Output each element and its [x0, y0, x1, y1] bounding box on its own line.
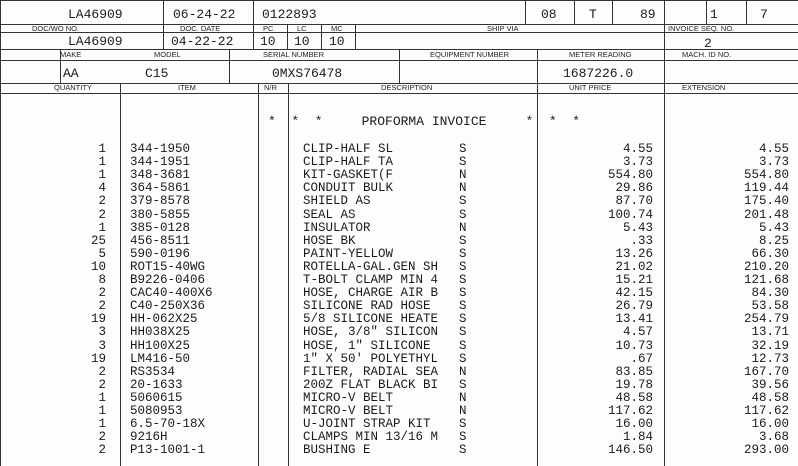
item-quantity: 2: [98, 299, 106, 313]
item-extension: 3.68: [758, 430, 789, 444]
item-nr-code: N: [459, 181, 467, 195]
item-unit-price: 5.43: [622, 221, 653, 235]
extension-header: EXTENSION: [682, 83, 726, 92]
item-description: HOSE BK: [303, 234, 356, 248]
customer-no-value: 0122893: [262, 7, 317, 22]
item-number: 385-0128: [130, 221, 191, 235]
item-nr-code: N: [459, 168, 467, 182]
item-description: INSULATOR: [303, 221, 371, 235]
item-nr-code: S: [459, 299, 467, 313]
item-description: HOSE, 1" SILICONE: [303, 339, 431, 353]
quantity-header: QUANTITY: [54, 83, 92, 92]
item-number: B9226-0406: [130, 273, 206, 287]
invoice-seq-value: 2: [704, 36, 712, 51]
ship-via-label: SHIP VIA: [487, 24, 519, 33]
item-description: MICRO-V BELT: [303, 391, 394, 405]
item-description: PAINT-YELLOW: [303, 247, 394, 261]
rule-top: [0, 0, 798, 1]
rule-col-unit: [664, 83, 665, 466]
item-quantity: 1: [98, 221, 106, 235]
doc-date-label: DOC. DATE: [180, 24, 221, 33]
item-extension: 210.20: [743, 260, 789, 274]
item-nr-code: S: [459, 208, 467, 222]
item-extension: 4.55: [758, 142, 789, 156]
lc-label: LC: [297, 24, 307, 33]
mc-value: 10: [329, 34, 345, 49]
item-description: CLIP-HALF TA: [303, 155, 394, 169]
item-nr-code: S: [459, 155, 467, 169]
item-number: HH100X25: [130, 339, 191, 353]
rule-col-nr: [288, 83, 289, 466]
item-quantity: 1: [98, 404, 106, 418]
item-description: 5/8 SILICONE HEATE: [303, 312, 439, 326]
item-quantity: 3: [98, 339, 106, 353]
salesman-value: 89: [640, 7, 656, 22]
mc-label: MC: [331, 24, 343, 33]
item-number: 380-5855: [130, 208, 191, 222]
item-nr-code: S: [459, 247, 467, 261]
meter-reading-label: METER READING: [569, 50, 632, 59]
item-unit-price: 146.50: [607, 443, 653, 457]
item-quantity: 1: [98, 417, 106, 431]
item-number: ROT15-40WG: [130, 260, 206, 274]
item-extension: 117.62: [743, 404, 789, 418]
item-unit-price: 10.73: [615, 339, 653, 353]
item-extension: 121.68: [743, 273, 789, 287]
pc-value: 10: [260, 34, 276, 49]
nr-header: N/R: [264, 83, 277, 92]
rule-v: [706, 0, 707, 24]
item-nr-code: N: [459, 365, 467, 379]
item-extension: 119.44: [743, 181, 789, 195]
item-number: 5060615: [130, 391, 183, 405]
item-extension: 5.43: [758, 221, 789, 235]
item-number: LM416-50: [130, 352, 191, 366]
item-unit-price: 100.74: [607, 208, 653, 222]
item-unit-price: 15.21: [615, 273, 653, 287]
item-nr-code: N: [459, 391, 467, 405]
item-description: MICRO-V BELT: [303, 404, 394, 418]
item-quantity: 19: [90, 352, 106, 366]
item-nr-code: S: [459, 273, 467, 287]
mach-id-label: MACH. ID NO.: [682, 50, 732, 59]
item-unit-price: 19.78: [615, 378, 653, 392]
make-value: AA: [63, 66, 79, 81]
item-number: CAC40-400X6: [130, 286, 213, 300]
item-unit-price: .33: [630, 234, 653, 248]
item-nr-code: S: [459, 286, 467, 300]
item-quantity: 3: [98, 325, 106, 339]
item-extension: 66.30: [751, 247, 789, 261]
item-number: 590-0196: [130, 247, 191, 261]
item-description: ROTELLA-GAL.GEN SH: [303, 260, 439, 274]
rule-v: [287, 24, 288, 49]
rule-v: [229, 49, 230, 83]
item-nr-code: S: [459, 312, 467, 326]
item-description: U-JOINT STRAP KIT: [303, 417, 431, 431]
item-number: 344-1950: [130, 142, 191, 156]
item-description: CLIP-HALF SL: [303, 142, 394, 156]
rule-v: [355, 24, 356, 49]
item-unit-price: 16.00: [615, 417, 653, 431]
rule-v: [664, 49, 665, 83]
item-nr-code: S: [459, 378, 467, 392]
item-description: HOSE, 3/8" SILICON: [303, 325, 439, 339]
item-extension: 167.70: [743, 365, 789, 379]
doc-wo-no-value: LA46909: [68, 34, 123, 49]
proforma-invoice-banner: * * * PROFORMA INVOICE * * *: [268, 114, 581, 129]
rule-v: [525, 0, 526, 24]
rule-v: [746, 0, 747, 24]
item-unit-price: 29.86: [615, 181, 653, 195]
item-extension: 16.00: [751, 417, 789, 431]
rule-v: [253, 0, 254, 49]
item-quantity: 4: [98, 181, 106, 195]
item-description: SILICONE RAD HOSE: [303, 299, 431, 313]
item-unit-price: 13.41: [615, 312, 653, 326]
lc-value: 10: [294, 34, 310, 49]
item-extension: 13.71: [751, 325, 789, 339]
item-number: HH038X25: [130, 325, 191, 339]
item-description: CONDUIT BULK: [303, 181, 394, 195]
serial-number-value: 0MXS76478: [272, 66, 343, 81]
item-nr-code: S: [459, 339, 467, 353]
item-nr-code: S: [459, 142, 467, 156]
equipment-number-label: EQUIPMENT NUMBER: [430, 50, 510, 59]
description-header: DESCRIPTION: [381, 83, 433, 92]
item-unit-price: 21.02: [615, 260, 653, 274]
item-quantity: 2: [98, 443, 106, 457]
item-extension: 201.48: [743, 208, 789, 222]
item-extension: 39.56: [751, 378, 789, 392]
unit-price-header: UNIT PRICE: [569, 83, 612, 92]
item-unit-price: 1.84: [622, 430, 653, 444]
item-number: 6.5-70-18X: [130, 417, 206, 431]
item-extension: 53.58: [751, 299, 789, 313]
item-nr-code: S: [459, 325, 467, 339]
item-quantity: 2: [98, 378, 106, 392]
invoice-seq-label: INVOICE SEQ. NO.: [668, 24, 735, 33]
item-number: 379-8578: [130, 194, 191, 208]
item-quantity: 25: [90, 234, 106, 248]
item-description: SEAL AS: [303, 208, 356, 222]
item-quantity: 19: [90, 312, 106, 326]
item-unit-price: 3.73: [622, 155, 653, 169]
rule-col-qty: [120, 83, 121, 466]
rule-v: [664, 0, 665, 49]
item-nr-code: S: [459, 194, 467, 208]
item-quantity: 5: [98, 247, 106, 261]
item-unit-price: 48.58: [615, 391, 653, 405]
item-extension: 3.73: [758, 155, 789, 169]
item-extension: 175.40: [743, 194, 789, 208]
item-quantity: 1: [98, 155, 106, 169]
item-description: BUSHING E: [303, 443, 371, 457]
item-quantity: 2: [98, 208, 106, 222]
item-extension: 84.30: [751, 286, 789, 300]
invoice-date-value: 06-24-22: [173, 7, 236, 22]
serial-number-label: SERIAL NUMBER: [263, 50, 324, 59]
item-unit-price: 83.85: [615, 365, 653, 379]
div-value: T: [589, 7, 597, 22]
item-number: C40-250X36: [130, 299, 206, 313]
item-nr-code: S: [459, 417, 467, 431]
item-number: RS3534: [130, 365, 176, 379]
item-description: 1" X 50' POLYETHYL: [303, 352, 439, 366]
item-number: 20-1633: [130, 378, 183, 392]
item-quantity: 1: [98, 391, 106, 405]
item-nr-code: S: [459, 234, 467, 248]
item-unit-price: .67: [630, 352, 653, 366]
item-number: HH-062X25: [130, 312, 198, 326]
item-nr-code: S: [459, 260, 467, 274]
rule-v: [537, 49, 538, 83]
item-quantity: 2: [98, 430, 106, 444]
item-description: CLAMPS MIN 13/16 M: [303, 430, 439, 444]
item-unit-price: 13.26: [615, 247, 653, 261]
item-extension: 32.19: [751, 339, 789, 353]
item-unit-price: 42.15: [615, 286, 653, 300]
rule-v: [574, 0, 575, 24]
item-unit-price: 4.57: [622, 325, 653, 339]
item-number: 348-3681: [130, 168, 191, 182]
item-number: 9216H: [130, 430, 168, 444]
item-unit-price: 4.55: [622, 142, 653, 156]
model-value: C15: [145, 66, 169, 81]
item-extension: 293.00: [743, 443, 789, 457]
item-quantity: 1: [98, 168, 106, 182]
item-nr-code: S: [459, 352, 467, 366]
rule-v: [612, 0, 613, 24]
item-quantity: 2: [98, 286, 106, 300]
doc-no-value: LA46909: [68, 7, 123, 22]
meter-reading-value: 1687226.0: [563, 66, 634, 81]
item-unit-price: 26.79: [615, 299, 653, 313]
item-header: ITEM: [178, 83, 196, 92]
rule-left: [0, 0, 1, 466]
item-description: SHIELD AS: [303, 194, 371, 208]
item-nr-code: S: [459, 443, 467, 457]
item-quantity: 2: [98, 194, 106, 208]
item-quantity: 8: [98, 273, 106, 287]
item-nr-code: N: [459, 404, 467, 418]
model-label: MODEL: [154, 50, 181, 59]
item-number: 344-1951: [130, 155, 191, 169]
item-description: KIT-GASKET(F: [303, 168, 394, 182]
rule-col-item: [258, 83, 259, 466]
rule-v: [399, 49, 400, 83]
item-extension: 254.79: [743, 312, 789, 326]
doc-date-value: 04-22-22: [171, 34, 234, 49]
item-unit-price: 87.70: [615, 194, 653, 208]
rule-col-desc: [537, 83, 538, 466]
item-description: FILTER, RADIAL SEA: [303, 365, 439, 379]
doc-no-label: DOC/WO NO.: [32, 24, 80, 33]
rule-v: [321, 24, 322, 49]
page-value: 7: [760, 7, 768, 22]
store-value: 08: [541, 7, 557, 22]
item-number: P13-1001-1: [130, 443, 206, 457]
item-unit-price: 117.62: [607, 404, 653, 418]
item-unit-price: 554.80: [607, 168, 653, 182]
item-quantity: 10: [90, 260, 106, 274]
item-number: 5080953: [130, 404, 183, 418]
item-quantity: 1: [98, 142, 106, 156]
terms-value: 1: [710, 7, 718, 22]
item-quantity: 2: [98, 365, 106, 379]
item-extension: 554.80: [743, 168, 789, 182]
item-description: T-BOLT CLAMP MIN 4: [303, 273, 439, 287]
item-extension: 12.73: [751, 352, 789, 366]
pc-label: PC: [263, 24, 274, 33]
rule-v: [163, 0, 164, 49]
item-description: 200Z FLAT BLACK BI: [303, 378, 439, 392]
item-nr-code: S: [459, 430, 467, 444]
make-label: MAKE: [60, 50, 82, 59]
item-extension: 8.25: [758, 234, 789, 248]
item-description: HOSE, CHARGE AIR B: [303, 286, 439, 300]
item-extension: 48.58: [751, 391, 789, 405]
item-number: 456-8511: [130, 234, 191, 248]
item-nr-code: N: [459, 221, 467, 235]
item-number: 364-5861: [130, 181, 191, 195]
